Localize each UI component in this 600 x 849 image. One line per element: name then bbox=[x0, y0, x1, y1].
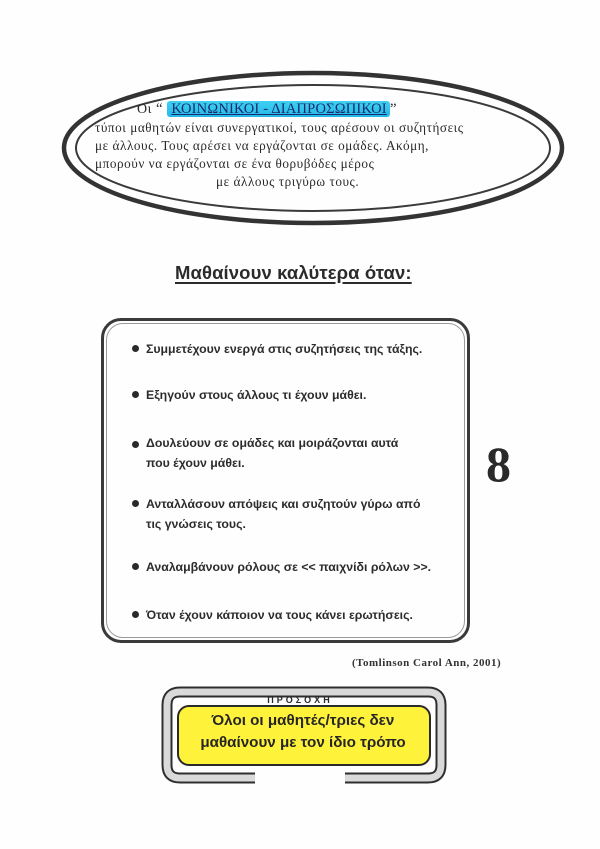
list-item-text: Αναλαμβάνουν ρόλους σε << παιχνίδι ρόλων >>. bbox=[146, 560, 432, 574]
close-quote: ” bbox=[389, 101, 398, 117]
list-item-text: Συμμετέχουν ενεργά στις συζητήσεις της τάξης. bbox=[146, 342, 423, 356]
attention-message-line: Όλοι οι μαθητές/τριες δεν bbox=[211, 712, 395, 729]
list-item-text: τις γνώσεις τους. bbox=[146, 517, 246, 531]
intro-line: με άλλους τριγύρω τους. bbox=[216, 174, 360, 189]
list-item-text: Ανταλλάσουν απόψεις και συζητούν γύρω από bbox=[146, 497, 421, 511]
list-item-text: Εξηγούν στους άλλους τι έχουν μάθει. bbox=[146, 388, 367, 402]
citation: (Tomlinson Carol Ann, 2001) bbox=[352, 657, 502, 669]
attention-message bbox=[180, 710, 426, 754]
open-quote: “ bbox=[156, 101, 164, 117]
intro-line: τύποι μαθητών είναι συνεργατικοί, τους αρέσουν οι συζητήσεις bbox=[95, 120, 464, 135]
attention-message-line: μαθαίνουν με τον ίδιο τρόπο bbox=[200, 734, 406, 751]
list-item-text: Δουλεύουν σε ομάδες και μοιράζονται αυτά bbox=[146, 436, 399, 450]
intro-line: μπορούν να εργάζονται σε ένα θορυβόδες μέρος bbox=[95, 156, 375, 171]
page-number: 8 bbox=[486, 436, 511, 492]
intro-line: με άλλους. Τους αρέσει να εργάζονται σε ομάδες. Ακόμη, bbox=[95, 138, 430, 153]
highlighted-term: ΚΟΙΝΩΝΙΚΟΙ - ΔΙΑΠΡΟΣΩΠΙΚΟΙ bbox=[167, 101, 390, 117]
attention-title: ΠΡΟΣΟΧΗ bbox=[267, 695, 333, 705]
list-item-text: που έχουν μάθει. bbox=[146, 456, 245, 470]
section-heading: Μαθαίνουν καλύτερα όταν: bbox=[175, 262, 412, 283]
intro-prefix: Οι bbox=[137, 102, 157, 117]
list-item-text: Όταν έχουν κάποιον να τους κάνει ερωτήσεις. bbox=[146, 608, 413, 622]
